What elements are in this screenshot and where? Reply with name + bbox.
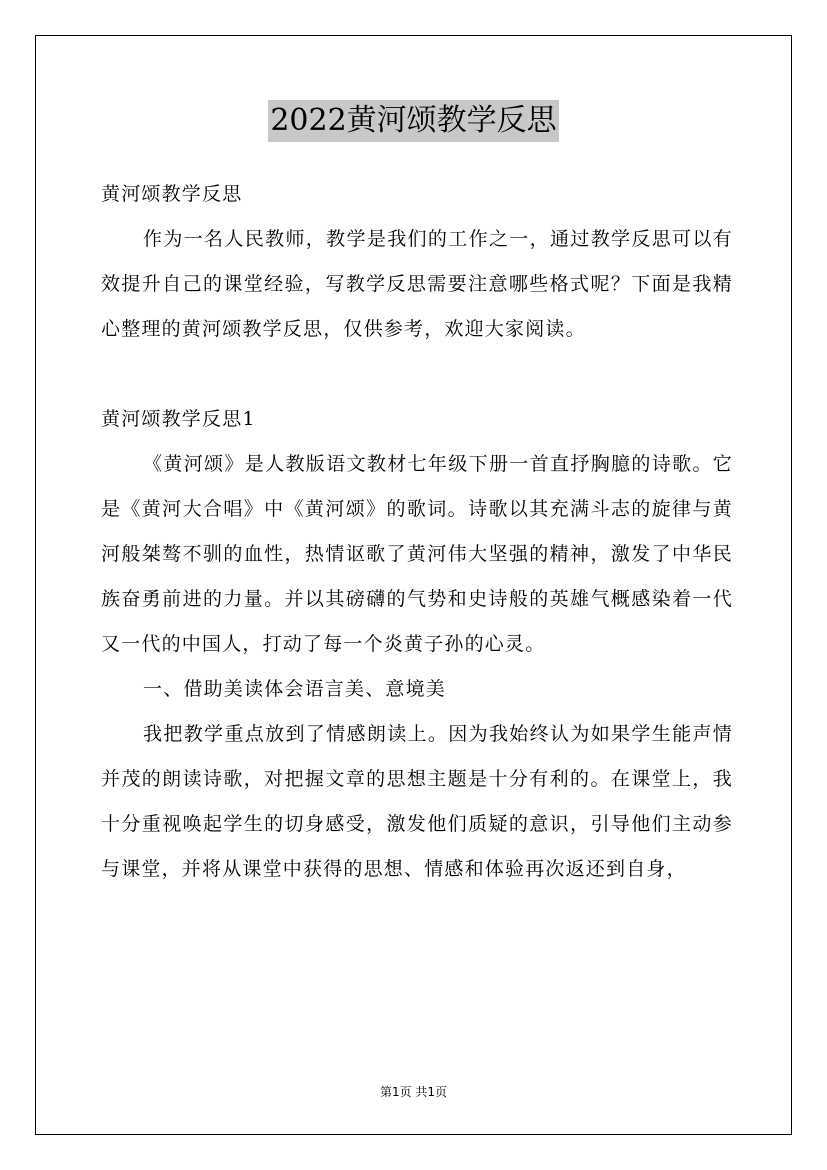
document-title: 2022黄河颂教学反思: [268, 100, 558, 142]
page-footer: 第1页 共1页: [379, 1085, 448, 1099]
document-subtitle: 黄河颂教学反思: [101, 183, 243, 205]
intro-paragraph: 作为一名人民教师，教学是我们的工作之一，通过教学反思可以有效提升自己的课堂经验，写教学反思需要注意哪些格式呢？下面是我精心整理的黄河颂教学反思，仅供参考，欢迎大家阅读。: [101, 228, 733, 340]
document-body: [101, 172, 733, 892]
paragraph-gap: [101, 352, 733, 397]
section-paragraph-1: 《黄河颂》是人教版语文教材七年级下册一首直抒胸臆的诗歌。它是《黄河大合唱》中《黄河颂》的歌词。诗歌以其充满斗志的旋律与黄河般桀骜不驯的血性，热情讴歌了黄河伟大坚强的精神，激发了中华民族奋勇前进的力量。并以其磅礴的气势和史诗般的英雄气概感染着一代又一代的中国人，打动了每一个炎黄子孙的心灵。: [101, 453, 733, 655]
title-container: [0, 100, 827, 142]
section-subheading: 一、借助美读体会语言美、意境美: [143, 678, 447, 700]
section-paragraph-2: 我把教学重点放到了情感朗读上。因为我始终认为如果学生能声情并茂的朗读诗歌，对把握文章的思想主题是十分有利的。在课堂上，我十分重视唤起学生的切身感受，激发他们质疑的意识，引导他们主动参与课堂，并将从课堂中获得的思想、情感和体验再次返还到自身，: [101, 723, 733, 880]
section-heading: 黄河颂教学反思1: [101, 408, 256, 430]
